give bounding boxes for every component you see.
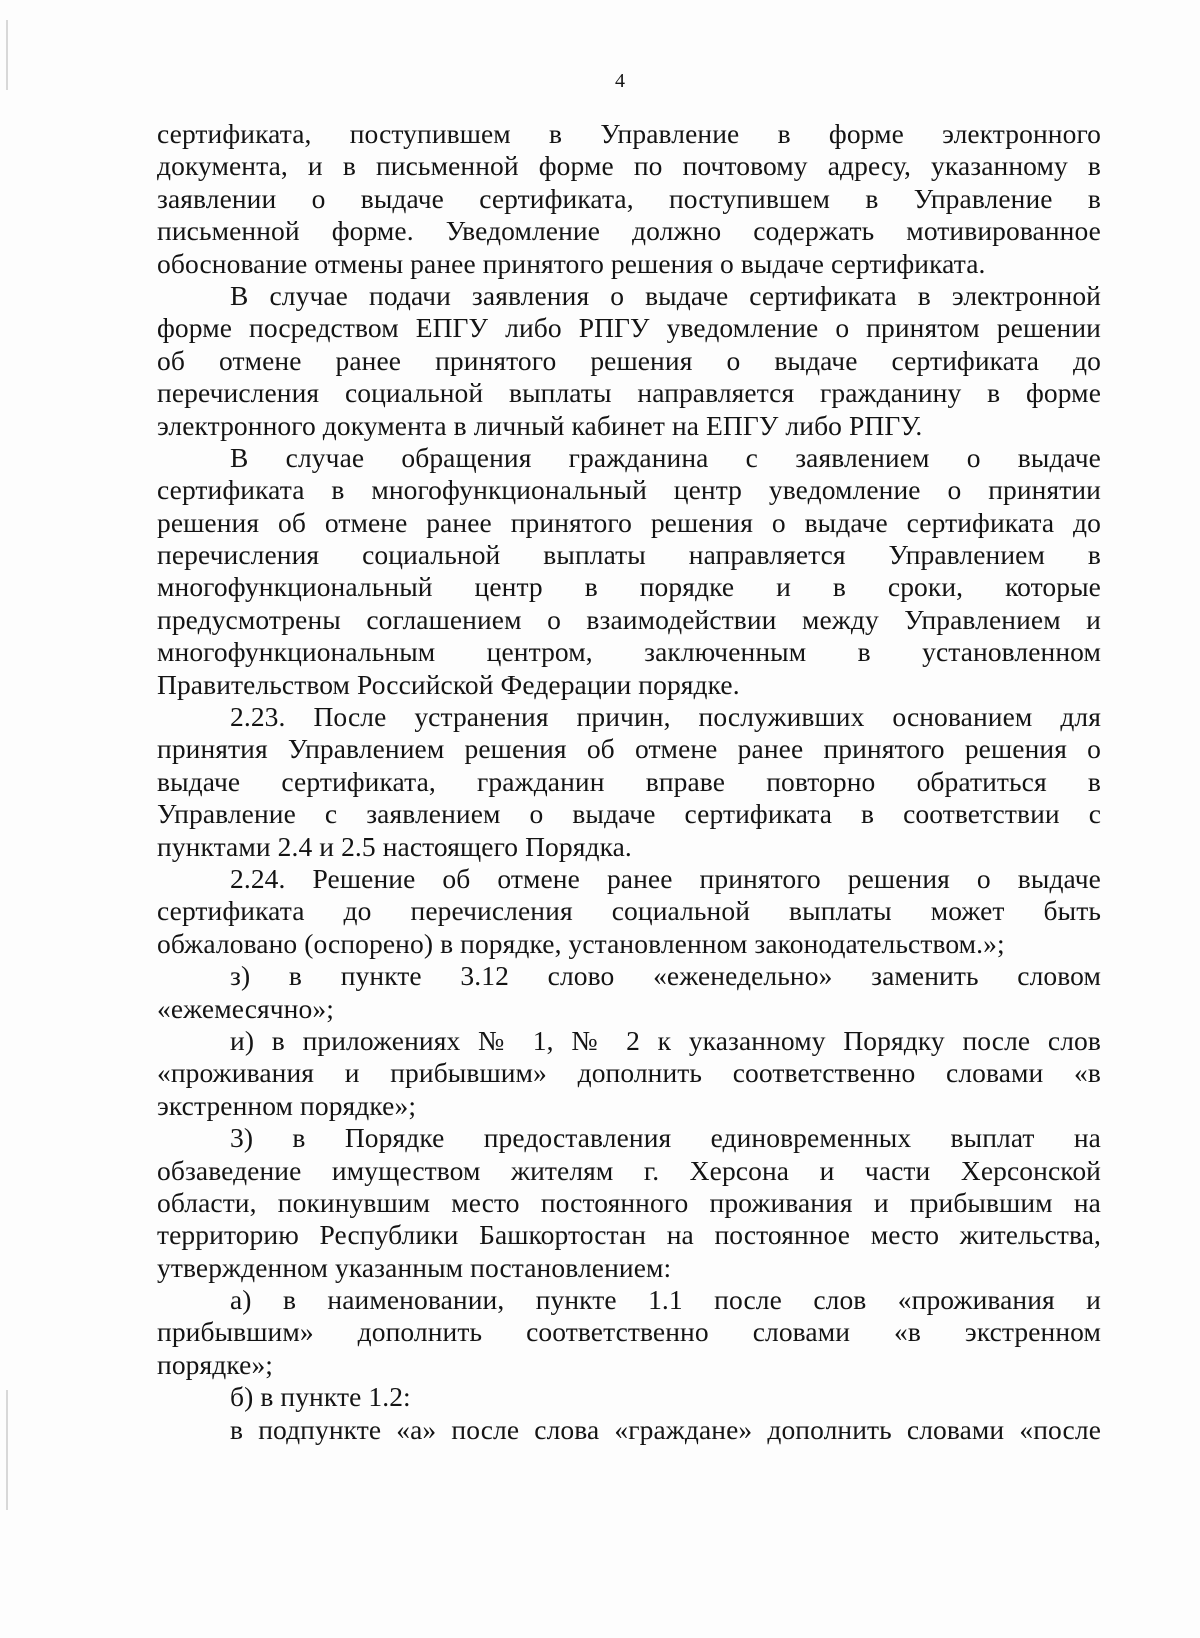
text-line: пунктами 2.4 и 2.5 настоящего Порядка. — [157, 830, 632, 862]
text-line: 2.24. Решение об отмене ранее принятого решения о выдаче — [230, 862, 1101, 894]
text-line: решения об отмене ранее принятого решения о выдаче сертификата до — [157, 506, 1101, 538]
text-line: об отмене ранее принятого решения о выдаче сертификата до — [157, 344, 1101, 376]
text-line: утвержденном указанным постановлением: — [157, 1251, 672, 1283]
page-number: 4 — [615, 70, 625, 92]
text-line: выдаче сертификата, гражданин вправе повторно обратиться в — [157, 765, 1101, 797]
document-body — [157, 118, 1101, 1446]
text-line: принятия Управлением решения об отмене ранее принятого решения о — [157, 733, 1101, 765]
text-line: «проживания и прибывшим» дополнить соответственно словами «в — [157, 1057, 1101, 1089]
text-line: В случае обращения гражданина с заявлением о выдаче — [230, 441, 1101, 473]
text-line: прибывшим» дополнить соответственно словами «в экстренном — [157, 1316, 1101, 1348]
text-line: экстренном порядке»; — [157, 1089, 417, 1121]
text-line: сертификата до перечисления социальной выплаты может быть — [157, 895, 1101, 927]
text-line: 3) в Порядке предоставления единовременных выплат на — [230, 1122, 1101, 1154]
text-line: обзаведение имуществом жителям г. Херсона и части Херсонской — [157, 1154, 1101, 1186]
text-line: «ежемесячно»; — [157, 992, 334, 1024]
text-line: Управление с заявлением о выдаче сертификата в соответствии с — [157, 798, 1101, 830]
text-line: порядке»; — [157, 1348, 274, 1380]
text-line: перечисления социальной выплаты направляется Управлением в — [157, 539, 1101, 571]
text-line: территорию Республики Башкортостан на постоянное место жительства, — [157, 1219, 1101, 1251]
text-line: в подпункте «а» после слова «граждане» дополнить словами «после — [230, 1413, 1101, 1445]
text-line: письменной форме. Уведомление должно содержать мотивированное — [157, 215, 1101, 247]
text-line: сертификата, поступившем в Управление в форме электронного — [157, 118, 1101, 149]
text-line: обоснование отмены ранее принятого решения о выдаче сертификата. — [157, 247, 986, 279]
text-line: В случае подачи заявления о выдаче сертификата в электронной — [230, 279, 1101, 311]
text-line: 2.23. После устранения причин, послуживших основанием для — [230, 701, 1101, 733]
text-line: б) в пункте 1.2: — [230, 1381, 411, 1413]
text-line: обжаловано (оспорено) в порядке, установленном законодательством.»; — [157, 927, 1005, 959]
text-line: а) в наименовании, пункте 1.1 после слов «проживания и — [230, 1284, 1101, 1316]
text-line: форме посредством ЕПГУ либо РПГУ уведомление о принятом решении — [157, 312, 1101, 344]
text-line: предусмотрены соглашением о взаимодействии между Управлением и — [157, 603, 1101, 635]
text-line: электронного документа в личный кабинет на ЕПГУ либо РПГУ. — [157, 409, 923, 441]
text-line: области, покинувшим место постоянного проживания и прибывшим на — [157, 1186, 1101, 1218]
text-line: Правительством Российской Федерации порядке. — [157, 668, 740, 700]
scan-edge-mark — [6, 1390, 8, 1510]
text-line: документа, и в письменной форме по почтовому адресу, указанному в — [157, 150, 1101, 182]
text-line: многофункциональным центром, заключенным в установленном — [157, 636, 1101, 668]
text-line: сертификата в многофункциональный центр уведомление о принятии — [157, 474, 1101, 506]
text-line: з) в пункте 3.12 слово «еженедельно» заменить словом — [230, 960, 1101, 992]
text-line: перечисления социальной выплаты направляется гражданину в форме — [157, 377, 1101, 409]
text-line: многофункциональный центр в порядке и в сроки, которые — [157, 571, 1101, 603]
text-line: заявлении о выдаче сертификата, поступившем в Управление в — [157, 182, 1101, 214]
text-line: и) в приложениях № 1, № 2 к указанному Порядку после слов — [230, 1024, 1101, 1056]
